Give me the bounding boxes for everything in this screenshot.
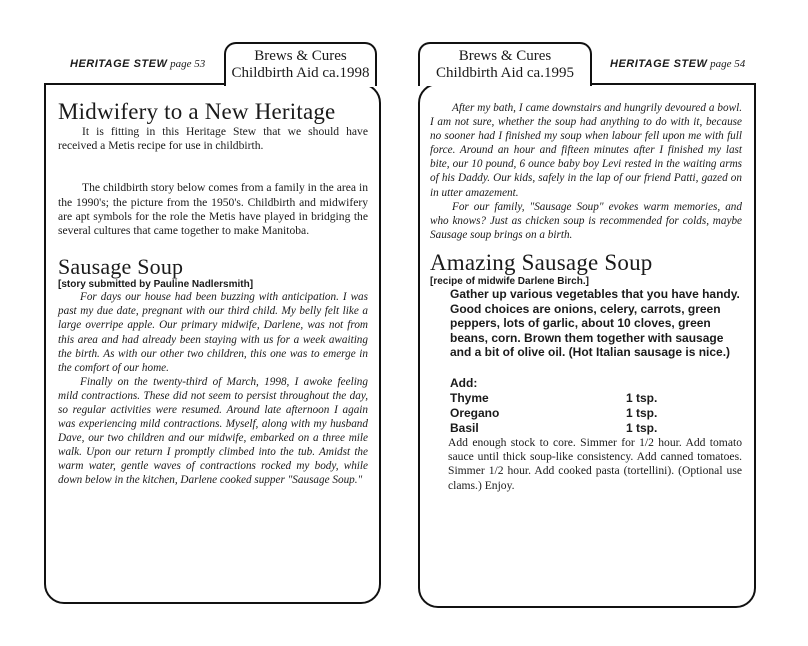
left-tab-category: Brews & Cures — [254, 48, 347, 64]
left-book-title: HERITAGE STEW — [70, 58, 168, 70]
right-book-title: HERITAGE STEW — [610, 58, 708, 70]
story-paragraph-2: Finally on the twenty-third of March, 1998, I awoke feeling mild contractions. These did not seem to persist throughout the day, so regular activities were resumed. Around late afternoon I again was experiencing mild contractions. Myself, along with my husband Dave, our two children and our midwife, embarked on a three mile walk. Upon our return I promptly climbed into the tub. Amidst the warm water, gentle waves of contractions rocked my body, while down below in the kitchen, Darlene cooked supper "Sausage Soup." — [58, 375, 368, 487]
ingredient-row — [430, 421, 742, 436]
ingredient-qty: 1 tsp. — [626, 420, 658, 435]
ingredient-name: Thyme — [450, 390, 489, 405]
section-title: Sausage Soup — [58, 254, 184, 280]
story-paragraph-3: After my bath, I came downstairs and hungrily devoured a bowl. I am not sure, whether the soup had anything to do with it, because no sooner had I finished my soup when labour fell upon me with full force. Around an hour and fifteen minutes after I finished my last bite, our 10 pound, 6 ounce baby boy Levi rested in the waiting arms of his Daddy. Our kids, safely in the lap of our friend Patti, gazed on in utter amazement. — [430, 102, 742, 199]
ingredient-name: Basil — [450, 420, 479, 435]
ingredient-row — [430, 406, 742, 421]
recipe-instructions-1: Gather up various vegetables that you have handy. Good choices are onions, celery, carrots, green peppers, lots of garlic, about 10 cloves, green beans, corn. Brown them together with sausage and a bit of olive oil. (Hot Italian sausage is nice.) — [450, 286, 740, 360]
intro-paragraph-2: The childbirth story below comes from a family in the area in the 1990's; the picture from the 1950's. Childbirth and midwifery are apt symbols for the role the Metis have played in bridging the several cultures that came together to make Manitoba. — [58, 181, 368, 238]
page-title: Midwifery to a New Heritage — [58, 99, 336, 124]
ingredient-row — [430, 391, 742, 406]
recipe-title: Amazing Sausage Soup — [430, 249, 653, 275]
right-page-number: page 54 — [710, 58, 746, 70]
recipe-instructions-2: Add enough stock to core. Simmer for 1/2 hour. Add tomato sauce until thick soup-like consistency. Add canned tomatoes. Simmer 1/2 hour. Add cooked pasta (tortellini). (Optional use clams.) Enjoy. — [448, 435, 742, 492]
ingredient-qty: 1 tsp. — [626, 405, 658, 420]
left-category-tab — [224, 42, 377, 86]
left-page-number: page 53 — [170, 58, 206, 70]
add-label: Add: — [450, 375, 478, 390]
right-page-content — [430, 101, 742, 493]
recipe-source: [recipe of midwife Darlene Birch.] — [430, 275, 589, 287]
ingredient-name: Oregano — [450, 405, 500, 420]
left-page-content — [58, 99, 368, 488]
left-tab-subtitle: Childbirth Aid ca.1998 — [231, 65, 370, 81]
left-page-header — [70, 58, 205, 70]
submitted-by: [story submitted by Pauline Nadlersmith] — [58, 279, 254, 291]
ingredient-qty: 1 tsp. — [626, 390, 658, 405]
right-tab-subtitle: Childbirth Aid ca.1995 — [436, 65, 574, 81]
story-paragraph-1: For days our house had been buzzing with anticipation. I was past my due date, pregnant with our third child. My belly felt like a large overripe apple. Our primary midwife, Darlene, was not from this area and had already been staying with us for a week awaiting the birth. As with our other two children, this one was to emerge in the comfort of our home. — [58, 291, 368, 374]
intro-paragraph-1: It is fitting in this Heritage Stew that we should have received a Metis recipe for use in childbirth. — [58, 125, 368, 153]
right-page-header — [610, 58, 745, 70]
story-paragraph-4: For our family, "Sausage Soup" evokes warm memories, and who knows? Just as chicken soup is recommended for colds, maybe Sausage soup brings on a birth. — [430, 200, 742, 241]
right-category-tab — [418, 42, 592, 86]
right-tab-category: Brews & Cures — [458, 48, 552, 64]
